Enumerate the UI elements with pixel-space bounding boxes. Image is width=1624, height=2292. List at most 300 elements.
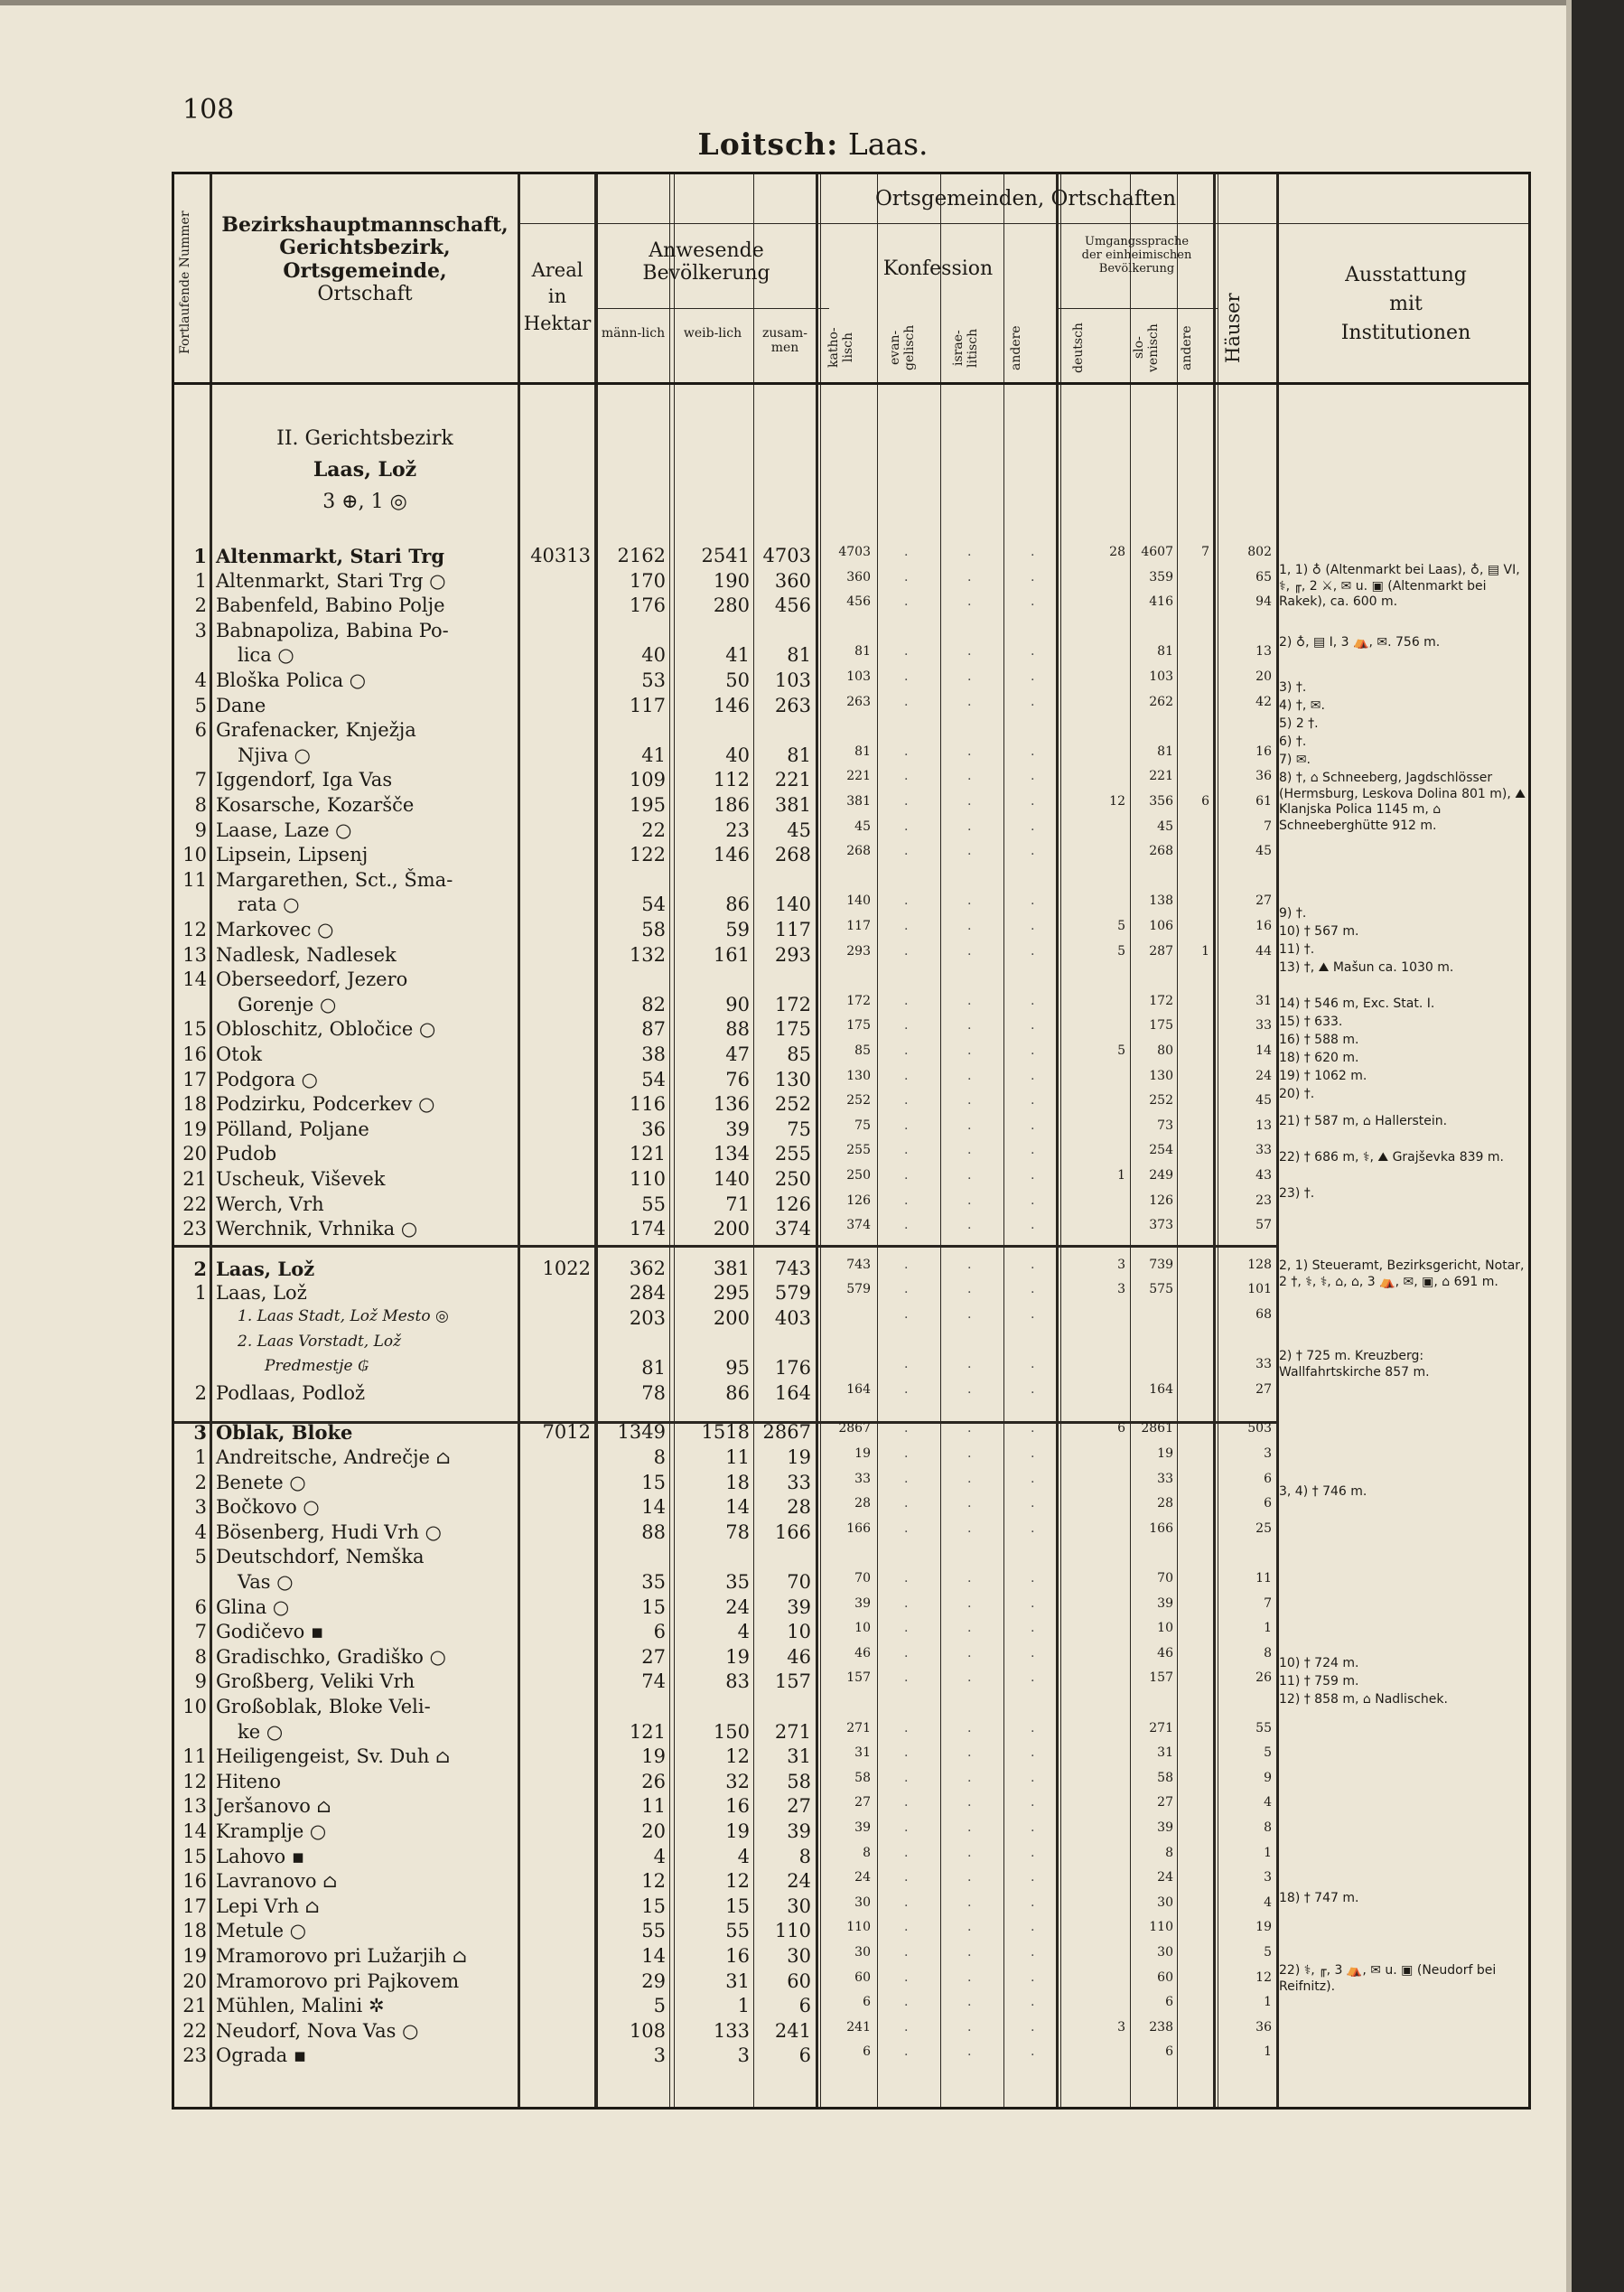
cell-sl: 31: [1157, 1745, 1173, 1761]
empty-cell: .: [1031, 2019, 1035, 2035]
empty-cell: .: [904, 1093, 909, 1109]
empty-cell: .: [1031, 1745, 1035, 1761]
cell-z: 103: [774, 669, 811, 691]
cell-sl: 6: [1165, 1995, 1173, 2010]
empty-cell: .: [1031, 644, 1035, 660]
cell-nr: 1: [193, 545, 207, 567]
cell-sl: 27: [1157, 1795, 1173, 1810]
institution-note: 15) † 633.: [1279, 1015, 1343, 1029]
cell-k: 70: [854, 1570, 871, 1586]
place-name: Benete ○: [216, 1471, 306, 1493]
cell-z: 250: [774, 1168, 811, 1190]
empty-cell: .: [1031, 1520, 1035, 1536]
place-name: Oblak, Bloke: [216, 1421, 353, 1445]
empty-cell: .: [904, 1745, 909, 1761]
cell-z: 8: [798, 1845, 811, 1867]
empty-cell: .: [904, 1621, 909, 1636]
cell-dt: 28: [1109, 545, 1125, 559]
institution-note: 11) †.: [1279, 942, 1315, 957]
cell-z: 381: [774, 794, 811, 816]
cell-k: 46: [854, 1645, 871, 1661]
cell-m: 117: [629, 694, 666, 716]
cell-h: 1: [1264, 1621, 1272, 1636]
cell-w: 76: [725, 1068, 750, 1090]
cell-h: 8: [1264, 1820, 1272, 1835]
header-evangelisch: evan-gelisch: [888, 324, 917, 371]
cell-z: 743: [774, 1257, 811, 1279]
cell-w: 86: [725, 893, 750, 916]
empty-cell: .: [967, 1143, 972, 1158]
cell-w: 41: [725, 644, 750, 667]
cell-m: 3: [653, 2044, 666, 2067]
empty-cell: .: [904, 1257, 909, 1272]
cell-k: 30: [854, 1894, 871, 1910]
empty-cell: .: [904, 1471, 909, 1486]
cell-sl: 254: [1149, 1143, 1173, 1158]
empty-cell: .: [967, 694, 972, 709]
empty-cell: .: [1031, 1720, 1035, 1735]
empty-cell: .: [967, 1018, 972, 1034]
cell-nr: 8: [194, 794, 207, 816]
cell-k: 241: [846, 2019, 871, 2035]
empty-cell: .: [1031, 1018, 1035, 1034]
empty-cell: .: [1031, 993, 1035, 1008]
header-slovenisch: slo-venisch: [1132, 323, 1161, 372]
cell-h: 13: [1255, 644, 1272, 660]
empty-cell: .: [967, 2019, 972, 2035]
empty-cell: .: [1031, 1093, 1035, 1109]
cell-sl: 221: [1149, 769, 1173, 784]
cell-m: 110: [629, 1168, 666, 1190]
empty-cell: .: [904, 1820, 909, 1835]
cell-w: 161: [713, 943, 750, 966]
cell-nr: 6: [194, 1595, 207, 1618]
institution-note: 3) †.: [1279, 680, 1307, 695]
cell-k: 31: [854, 1745, 871, 1761]
header-haeuser: Häuser: [1222, 293, 1244, 363]
cell-h: 45: [1255, 844, 1272, 859]
empty-cell: .: [967, 1770, 972, 1785]
place-name: Lepi Vrh ⌂: [216, 1894, 320, 1917]
cell-m: 54: [641, 1068, 666, 1090]
empty-cell: .: [1031, 669, 1035, 684]
empty-cell: .: [967, 794, 972, 809]
empty-cell: .: [967, 1969, 972, 1985]
institution-note: 18) † 620 m.: [1279, 1051, 1359, 1065]
header-ortsgemeinden: Ortsgemeinden, Ortschaften: [874, 187, 1177, 210]
page-title: [632, 126, 994, 162]
cell-w: 280: [713, 594, 750, 617]
empty-cell: .: [904, 1570, 909, 1586]
cell-sl: 249: [1149, 1168, 1173, 1183]
cell-nr: 3: [193, 1421, 207, 1445]
cell-h: 13: [1255, 1118, 1272, 1133]
cell-m: 40: [641, 644, 666, 667]
cell-z: 31: [787, 1745, 811, 1768]
empty-cell: .: [967, 1193, 972, 1208]
empty-cell: .: [967, 819, 972, 834]
cell-z: 374: [774, 1218, 811, 1240]
cell-sl: 126: [1149, 1193, 1173, 1208]
cell-z: 293: [774, 943, 811, 966]
empty-cell: .: [904, 1670, 909, 1686]
cell-w: 19: [725, 1820, 750, 1842]
scan-top-edge: [0, 0, 1572, 5]
place-name: Altenmarkt, Stari Trg ○: [216, 569, 446, 592]
table-row: [174, 1421, 1534, 1446]
header-andere: andere: [1009, 325, 1023, 370]
cell-sl: 58: [1157, 1770, 1173, 1785]
empty-cell: .: [967, 644, 972, 660]
table-row: [174, 1382, 1534, 1408]
cell-z: 2867: [762, 1421, 811, 1444]
empty-cell: .: [1031, 1945, 1035, 1960]
cell-nr: 22: [182, 2019, 207, 2042]
cell-sl: 271: [1149, 1720, 1173, 1735]
cell-m: 87: [641, 1018, 666, 1041]
header-andere-sprache: andere: [1180, 325, 1194, 370]
cell-k: 2867: [838, 1421, 871, 1436]
scan-right-edge: [1572, 0, 1624, 2292]
empty-cell: .: [1031, 919, 1035, 933]
place-name: Jeršanovo ⌂: [216, 1795, 331, 1818]
cell-k: 252: [846, 1093, 871, 1109]
place-name-cont: Gorenje ○: [238, 993, 337, 1015]
cell-h: 16: [1255, 744, 1272, 759]
institution-note: 5) 2 †.: [1279, 716, 1319, 731]
empty-cell: .: [967, 1043, 972, 1058]
cell-h: 3: [1264, 1870, 1272, 1885]
cell-sl: 10: [1157, 1621, 1173, 1636]
cell-h: 4: [1264, 1795, 1272, 1810]
institution-note: 10) † 567 m.: [1279, 924, 1359, 939]
cell-z: 60: [787, 1969, 811, 1992]
place-name-cont: lica ○: [238, 644, 294, 667]
cell-m: 27: [641, 1645, 666, 1668]
cell-z: 39: [787, 1595, 811, 1618]
header-maennlich: männ-lich: [601, 326, 666, 341]
empty-cell: .: [967, 1570, 972, 1586]
cell-sl: 373: [1149, 1218, 1173, 1233]
empty-cell: .: [904, 1043, 909, 1058]
cell-dt: 1: [1117, 1168, 1125, 1183]
institution-note: 16) † 588 m.: [1279, 1033, 1359, 1047]
place-name: Laas, Lož: [216, 1257, 315, 1280]
cell-m: 6: [653, 1621, 666, 1643]
cell-w: 71: [725, 1193, 750, 1215]
empty-cell: .: [1031, 1143, 1035, 1158]
cell-z: 81: [787, 744, 811, 766]
cell-z: 263: [774, 694, 811, 716]
empty-cell: .: [967, 1093, 972, 1109]
cell-w: 15: [725, 1894, 750, 1917]
cell-z: 360: [774, 569, 811, 592]
cell-m: 122: [629, 844, 666, 866]
cell-k: 28: [854, 1496, 871, 1511]
cell-area: 1022: [542, 1257, 591, 1279]
cell-k: 60: [854, 1969, 871, 1985]
place-name: Uscheuk, Viševek: [216, 1168, 386, 1190]
cell-z: 166: [774, 1520, 811, 1543]
cell-k: 140: [846, 893, 871, 909]
cell-nr: 17: [182, 1894, 207, 1917]
place-name-cont: Njiva ○: [238, 744, 311, 766]
cell-k: 268: [846, 844, 871, 859]
cell-m: 176: [629, 594, 666, 617]
cell-m: 15: [641, 1894, 666, 1917]
cell-w: 24: [725, 1595, 750, 1618]
place-name: Heiligengeist, Sv. Duh ⌂: [216, 1745, 451, 1768]
cell-h: 3: [1264, 1446, 1272, 1461]
header-fortlaufende: Fortlaufende Nummer: [178, 210, 192, 355]
empty-cell: .: [967, 844, 972, 859]
cell-k: 6: [863, 1995, 871, 2010]
cell-k: 39: [854, 1820, 871, 1835]
cell-w: 47: [725, 1043, 750, 1065]
cell-z: 403: [774, 1307, 811, 1329]
cell-z: 6: [798, 2044, 811, 2067]
cell-k: 221: [846, 769, 871, 784]
cell-sl: 268: [1149, 844, 1173, 859]
cell-nr: 19: [182, 1118, 207, 1140]
place-name: Nadlesk, Nadlesek: [216, 943, 397, 966]
empty-cell: .: [967, 919, 972, 933]
cell-sl: 33: [1157, 1471, 1173, 1486]
empty-cell: .: [904, 744, 909, 759]
cell-nr: 12: [182, 919, 207, 940]
cell-k: 45: [854, 819, 871, 834]
cell-nr: 20: [182, 1969, 207, 1992]
empty-cell: .: [1031, 1570, 1035, 1586]
cell-sl: 81: [1157, 744, 1173, 759]
empty-cell: .: [1031, 1969, 1035, 1985]
cell-nr: 2: [193, 1257, 207, 1280]
cell-h: 7: [1264, 819, 1272, 834]
place-name: Babnapoliza, Babina Po-: [216, 619, 449, 641]
cell-z: 175: [774, 1018, 811, 1041]
table-row: [174, 1846, 1534, 1871]
cell-sl: 739: [1149, 1257, 1173, 1272]
cell-k: 75: [854, 1118, 871, 1133]
place-name-cont: ke ○: [238, 1720, 284, 1743]
cell-m: 132: [629, 943, 666, 966]
cell-k: 164: [846, 1381, 871, 1397]
empty-cell: .: [904, 694, 909, 709]
cell-z: 30: [787, 1894, 811, 1917]
place-name: Pölland, Poljane: [216, 1118, 369, 1140]
cell-m: 74: [641, 1670, 666, 1693]
institution-note: 6) †.: [1279, 734, 1307, 749]
table-row: [174, 844, 1534, 869]
cell-sl: 356: [1149, 794, 1173, 809]
header-anwesende: Anwesende Bevölkerung: [642, 239, 770, 285]
empty-cell: .: [1031, 819, 1035, 834]
cell-nr: 23: [182, 1218, 207, 1240]
cell-nr: 11: [182, 1745, 207, 1768]
institution-note: 18) † 747 m.: [1279, 1891, 1359, 1905]
empty-cell: .: [904, 893, 909, 909]
place-name: Großberg, Veliki Vrh: [216, 1670, 415, 1693]
place-name: Laas, Lož: [216, 1282, 307, 1305]
title-bold: Loitsch:: [697, 126, 839, 162]
cell-k: 85: [854, 1043, 871, 1058]
cell-k: 263: [846, 694, 871, 709]
empty-cell: .: [967, 893, 972, 909]
cell-w: 14: [725, 1496, 750, 1519]
cell-w: 12: [725, 1745, 750, 1768]
cell-nr: 1: [194, 569, 207, 592]
empty-cell: .: [904, 1446, 909, 1461]
empty-cell: .: [1031, 1381, 1035, 1397]
cell-sl: 39: [1157, 1820, 1173, 1835]
empty-cell: .: [1031, 744, 1035, 759]
cell-m: 108: [629, 2019, 666, 2042]
empty-cell: .: [1031, 1282, 1035, 1297]
empty-cell: .: [904, 644, 909, 660]
cell-sl: 103: [1149, 669, 1173, 684]
empty-cell: .: [904, 1595, 909, 1611]
cell-w: 12: [725, 1870, 750, 1893]
place-name: Mramorovo pri Lužarjih ⌂: [216, 1945, 467, 1967]
cell-sl: 30: [1157, 1945, 1173, 1960]
cell-w: 140: [713, 1168, 750, 1190]
cell-m: 5: [653, 1995, 666, 2017]
place-name: Gradischko, Gradiško ○: [216, 1645, 446, 1668]
empty-cell: .: [904, 993, 909, 1008]
cell-z: 33: [787, 1471, 811, 1493]
place-name: Ograda ▪: [216, 2044, 307, 2067]
place-name: Pudob: [216, 1143, 277, 1165]
cell-nr: 10: [182, 844, 207, 866]
cell-m: 55: [641, 1193, 666, 1215]
cell-k: 30: [854, 1945, 871, 1960]
cell-w: 50: [725, 669, 750, 691]
cell-h: 65: [1255, 569, 1272, 585]
empty-cell: .: [904, 1995, 909, 2010]
cell-k: 58: [854, 1770, 871, 1785]
cell-nr: 21: [182, 1995, 207, 2017]
cell-sl: 80: [1157, 1043, 1173, 1058]
empty-cell: .: [967, 1820, 972, 1835]
cell-h: 57: [1255, 1218, 1272, 1233]
empty-cell: .: [1031, 1894, 1035, 1910]
empty-cell: .: [904, 1282, 909, 1297]
cell-h: 31: [1255, 993, 1272, 1008]
empty-cell: .: [967, 1995, 972, 2010]
empty-cell: .: [1031, 594, 1035, 610]
cell-k: 4703: [838, 545, 871, 559]
cell-m: 121: [629, 1143, 666, 1165]
cell-m: 4: [653, 1845, 666, 1867]
place-name: Markovec ○: [216, 919, 334, 940]
place-name: Glina ○: [216, 1595, 290, 1618]
cell-w: 95: [725, 1357, 750, 1380]
cell-m: 109: [629, 769, 666, 791]
cell-w: 31: [725, 1969, 750, 1992]
institution-note: 10) † 724 m.: [1279, 1656, 1359, 1670]
cell-z: 252: [774, 1093, 811, 1116]
cell-sl: 2861: [1141, 1421, 1173, 1436]
header-weiblich: weib-lich: [683, 326, 742, 341]
place-name: Iggendorf, Iga Vas: [216, 769, 393, 791]
cell-h: 101: [1247, 1282, 1272, 1297]
cell-k: 117: [846, 919, 871, 933]
empty-cell: .: [904, 943, 909, 959]
cell-m: 195: [629, 794, 666, 816]
cell-m: 174: [629, 1218, 666, 1240]
cell-h: 6: [1264, 1471, 1272, 1486]
cell-m: 29: [641, 1969, 666, 1992]
cell-nr: 19: [182, 1945, 207, 1967]
empty-cell: .: [904, 1720, 909, 1735]
empty-cell: .: [967, 1870, 972, 1885]
empty-cell: .: [1031, 1193, 1035, 1208]
empty-cell: .: [904, 1795, 909, 1810]
empty-cell: .: [967, 669, 972, 684]
cell-k: 293: [846, 943, 871, 959]
place-name: Kramplje ○: [216, 1820, 327, 1842]
cell-m: 81: [641, 1357, 666, 1380]
table-row: [174, 1820, 1534, 1846]
place-name: Podzirku, Podcerkev ○: [216, 1093, 435, 1116]
cell-sl: 166: [1149, 1520, 1173, 1536]
cell-sl: 70: [1157, 1570, 1173, 1586]
empty-cell: .: [1031, 1595, 1035, 1611]
cell-nr: 2: [194, 594, 207, 617]
cell-nr: 1: [194, 1446, 207, 1468]
cell-w: 1518: [701, 1421, 750, 1444]
cell-m: 203: [629, 1307, 666, 1329]
cell-sl: 238: [1149, 2019, 1173, 2035]
empty-cell: .: [1031, 1421, 1035, 1436]
cell-w: 133: [713, 2019, 750, 2042]
empty-cell: .: [904, 769, 909, 784]
cell-nr: 8: [194, 1645, 207, 1668]
empty-cell: .: [967, 1446, 972, 1461]
cell-h: 16: [1255, 919, 1272, 933]
empty-cell: .: [904, 819, 909, 834]
table-row: [174, 1771, 1534, 1796]
empty-cell: .: [1031, 1995, 1035, 2010]
cell-m: 14: [641, 1496, 666, 1519]
header-katholisch: katho-lisch: [826, 327, 855, 369]
empty-cell: .: [1031, 694, 1035, 709]
empty-cell: .: [967, 1745, 972, 1761]
district-heading: II. Gerichtsbezirk Laas, Lož 3 ⊕, 1 ◎: [276, 427, 453, 514]
cell-m: 362: [629, 1257, 666, 1279]
empty-cell: .: [1031, 1845, 1035, 1860]
empty-cell: .: [967, 1421, 972, 1436]
place-name: Lipsein, Lipsenj: [216, 844, 369, 866]
cell-h: 7: [1264, 1595, 1272, 1611]
cell-nr: 6: [194, 719, 207, 742]
empty-cell: .: [904, 1168, 909, 1183]
cell-z: 117: [774, 919, 811, 940]
cell-nr: 2: [194, 1471, 207, 1493]
cell-m: 78: [641, 1381, 666, 1404]
institution-note: 19) † 1062 m.: [1279, 1069, 1367, 1083]
cell-z: 10: [787, 1621, 811, 1643]
cell-sl: 4607: [1141, 545, 1173, 559]
empty-cell: .: [904, 1218, 909, 1233]
cell-w: 200: [713, 1218, 750, 1240]
empty-cell: .: [904, 794, 909, 809]
cell-w: 59: [725, 919, 750, 940]
empty-cell: .: [967, 1307, 972, 1322]
cell-z: 75: [787, 1118, 811, 1140]
cell-h: 24: [1255, 1068, 1272, 1083]
place-name: Bösenberg, Hudi Vrh ○: [216, 1520, 442, 1543]
